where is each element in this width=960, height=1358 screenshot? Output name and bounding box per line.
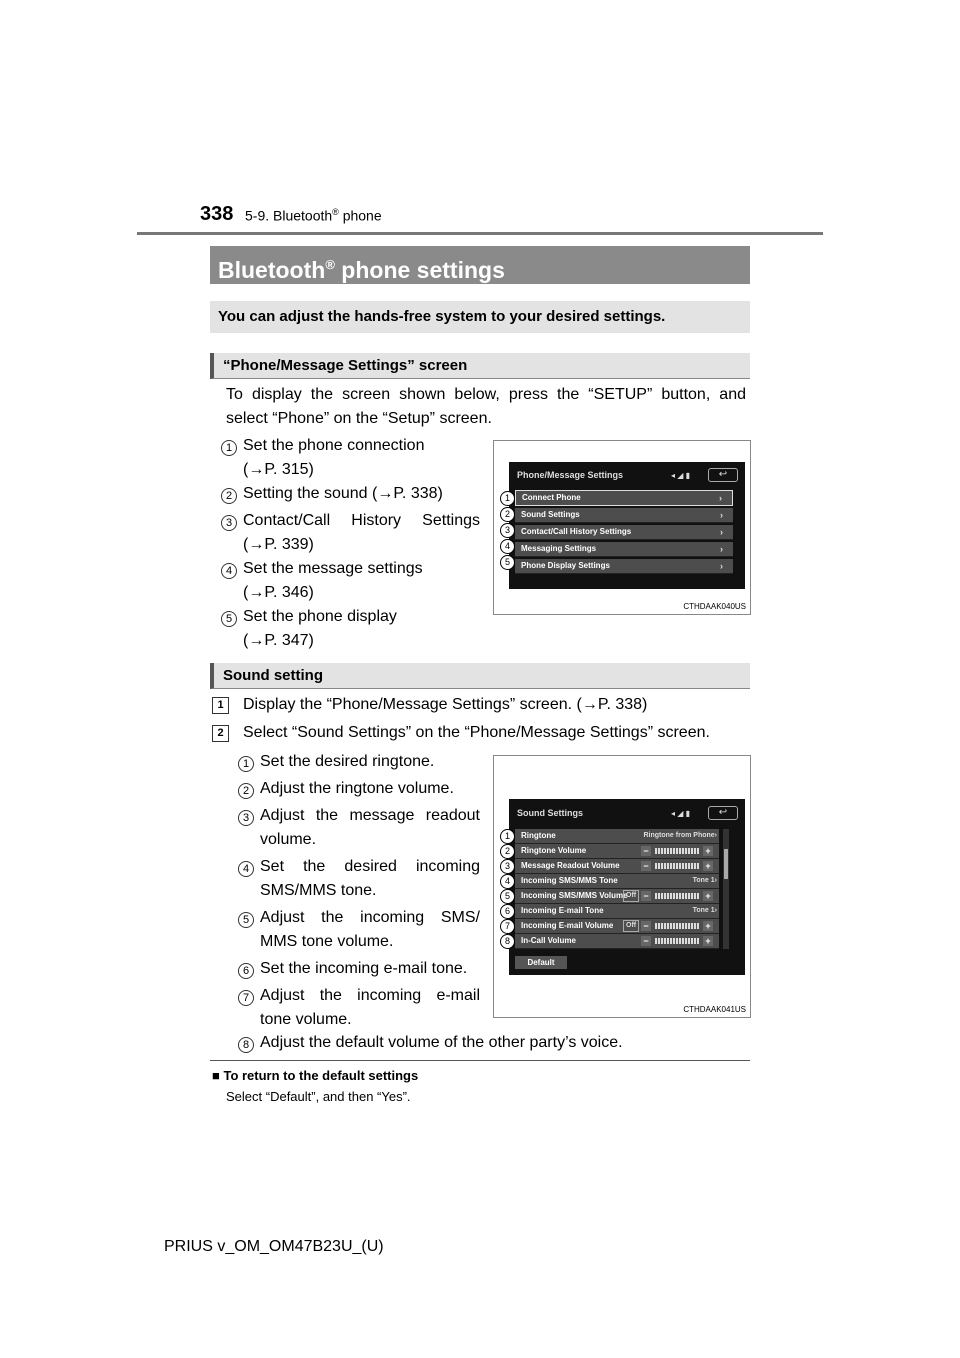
item-text: Set the desired incoming <box>260 858 480 875</box>
callout-3: 3 <box>500 859 515 874</box>
callout-4: 4 <box>500 874 515 889</box>
row-email-tone: Incoming E-mail Tone Tone 1› <box>515 904 719 919</box>
callout-5: 5 <box>500 889 515 904</box>
list-item <box>243 857 483 908</box>
list-item <box>243 908 483 959</box>
intro-banner: You can adjust the hands-free system to your desired settings. <box>210 301 750 333</box>
item-ref: (→P. 347) <box>243 632 314 649</box>
phone-settings-screenshot <box>493 440 751 615</box>
list-item <box>243 806 483 857</box>
callout-3: 3 <box>500 523 515 538</box>
note-body: Select “Default”, and then “Yes”. <box>226 1089 411 1104</box>
callout-1: 1 <box>500 491 515 506</box>
item-number: 1 <box>238 756 254 772</box>
minus-icon: − <box>641 891 651 901</box>
item-text: Set the phone connection <box>243 437 425 454</box>
list-item <box>226 484 486 511</box>
list-item <box>243 1033 743 1060</box>
note-divider <box>210 1060 750 1061</box>
item-number: 4 <box>221 563 237 579</box>
plus-icon: + <box>703 861 713 871</box>
note-heading: ■ To return to the default settings <box>212 1068 419 1083</box>
callout-5: 5 <box>500 555 515 570</box>
row-value: Ringtone from Phone› <box>643 832 717 839</box>
item-number: 5 <box>221 611 237 627</box>
item-number: 5 <box>238 912 254 928</box>
scrollbar-thumb <box>724 849 728 879</box>
item-number: 1 <box>221 440 237 456</box>
phone-settings-heading: “Phone/Message Settings” screen <box>210 353 750 379</box>
chevron-right-icon: › <box>720 527 723 537</box>
list-item <box>226 511 486 559</box>
volume-meter <box>655 923 699 929</box>
menu-item-phone-display: Phone Display Settings › <box>515 559 733 574</box>
row-sms-volume: Incoming SMS/MMS Volume Off − + <box>515 889 719 904</box>
row-sms-tone: Incoming SMS/MMS Tone Tone 1› <box>515 874 719 889</box>
section-reference: 5-9. Bluetooth® phone <box>245 207 382 224</box>
volume-meter <box>655 848 699 854</box>
list-item <box>243 959 483 986</box>
callout-4: 4 <box>500 539 515 554</box>
scrollbar <box>723 829 729 949</box>
sound-settings-screenshot <box>493 755 751 1018</box>
list-item <box>226 436 486 484</box>
row-ringtone-volume: Ringtone Volume − + <box>515 844 719 859</box>
plus-icon: + <box>703 936 713 946</box>
header-rule <box>137 232 823 235</box>
menu-list <box>515 490 733 574</box>
settings-rows <box>515 829 719 949</box>
menu-item-contact-history: Contact/Call History Settings › <box>515 525 733 540</box>
chevron-right-icon: › <box>720 510 723 520</box>
item-number: 7 <box>238 990 254 1006</box>
item-text: Adjust the default volume of the other party’s voice. <box>260 1034 623 1051</box>
list-item <box>243 752 483 779</box>
figure-caption: CTHDAAK040US <box>683 602 746 611</box>
item-number: 8 <box>238 1037 254 1053</box>
plus-icon: + <box>703 846 713 856</box>
step-number: 1 <box>212 697 229 714</box>
status-icons: ◂ ◢ ▮ <box>671 471 691 480</box>
figure-caption: CTHDAAK041US <box>683 1005 746 1014</box>
row-message-readout: Message Readout Volume − + <box>515 859 719 874</box>
item-text: Contact/Call History Settings <box>243 512 480 529</box>
list-item <box>243 779 483 806</box>
item-ref: (→P. 346) <box>243 584 314 601</box>
row-value: Tone 1› <box>692 907 717 914</box>
row-email-volume: Incoming E-mail Volume Off − + <box>515 919 719 934</box>
menu-item-messaging: Messaging Settings › <box>515 542 733 557</box>
callout-1: 1 <box>500 829 515 844</box>
back-button: ↩ <box>708 806 738 820</box>
back-button: ↩ <box>708 468 738 482</box>
item-number: 3 <box>238 810 254 826</box>
volume-meter <box>655 893 699 899</box>
plus-icon: + <box>703 921 713 931</box>
item-number: 6 <box>238 963 254 979</box>
phone-settings-list <box>226 436 486 655</box>
phone-settings-paragraph: To display the screen shown below, press the “SETUP” button, and select “Phone” on the “Setup” screen. <box>226 386 746 427</box>
item-text: Set the incoming e-mail tone. <box>260 960 468 977</box>
screen-title: Phone/Message Settings <box>517 470 624 480</box>
callout-8: 8 <box>500 934 515 949</box>
volume-meter <box>655 863 699 869</box>
step-text: Select “Sound Settings” on the “Phone/Message Settings” screen. <box>243 724 710 741</box>
screen-title: Sound Settings <box>517 808 583 818</box>
item-number: 2 <box>221 488 237 504</box>
callout-2: 2 <box>500 844 515 859</box>
minus-icon: − <box>641 921 651 931</box>
screen-display <box>509 462 745 589</box>
item-text: Set the phone display <box>243 608 397 625</box>
item-text: Adjust the incoming SMS/ <box>260 909 480 926</box>
off-toggle: Off <box>623 890 639 902</box>
step-number: 2 <box>212 725 229 742</box>
chevron-right-icon: › <box>720 544 723 554</box>
item-text-cont: volume. <box>260 831 317 848</box>
chevron-right-icon: › <box>719 493 722 503</box>
item-text: Adjust the ringtone volume. <box>260 780 454 797</box>
menu-item-sound-settings: Sound Settings › <box>515 508 733 523</box>
volume-meter <box>655 938 699 944</box>
list-item <box>226 559 486 607</box>
item-number: 3 <box>221 515 237 531</box>
item-number: 2 <box>238 783 254 799</box>
item-text-cont: MMS tone volume. <box>260 933 394 950</box>
item-text: Setting the sound (→P. 338) <box>243 485 443 502</box>
menu-item-connect-phone: Connect Phone › <box>515 490 733 506</box>
callout-6: 6 <box>500 904 515 919</box>
screen-display <box>509 799 745 975</box>
row-in-call-volume: In-Call Volume − + <box>515 934 719 949</box>
item-text: Set the desired ringtone. <box>260 753 435 770</box>
callout-7: 7 <box>500 919 515 934</box>
status-icons: ◂ ◢ ▮ <box>671 809 691 818</box>
item-text-cont: SMS/MMS tone. <box>260 882 377 899</box>
item-text: Set the message settings <box>243 560 423 577</box>
row-value: Tone 1› <box>692 877 717 884</box>
step-text: Display the “Phone/Message Settings” screen. (→P. 338) <box>243 696 648 713</box>
row-ringtone: Ringtone Ringtone from Phone› <box>515 829 719 844</box>
minus-icon: − <box>641 936 651 946</box>
default-button: Default <box>515 956 567 969</box>
list-item <box>226 607 486 655</box>
minus-icon: − <box>641 846 651 856</box>
callout-2: 2 <box>500 507 515 522</box>
item-ref: (→P. 315) <box>243 461 314 478</box>
list-item <box>243 986 483 1033</box>
plus-icon: + <box>703 891 713 901</box>
page-footer: PRIUS v_OM_OM47B23U_(U) <box>164 1238 384 1255</box>
item-text: Adjust the message readout <box>260 807 480 824</box>
sound-setting-heading: Sound setting <box>210 663 750 689</box>
page-number: 338 <box>200 203 234 225</box>
item-text-cont: tone volume. <box>260 1011 352 1028</box>
page-title: Bluetooth® phone settings <box>210 246 750 284</box>
item-text: Adjust the incoming e-mail <box>260 987 480 1004</box>
item-ref: (→P. 339) <box>243 536 314 553</box>
minus-icon: − <box>641 861 651 871</box>
chevron-right-icon: › <box>720 561 723 571</box>
item-number: 4 <box>238 861 254 877</box>
off-toggle: Off <box>623 920 639 932</box>
